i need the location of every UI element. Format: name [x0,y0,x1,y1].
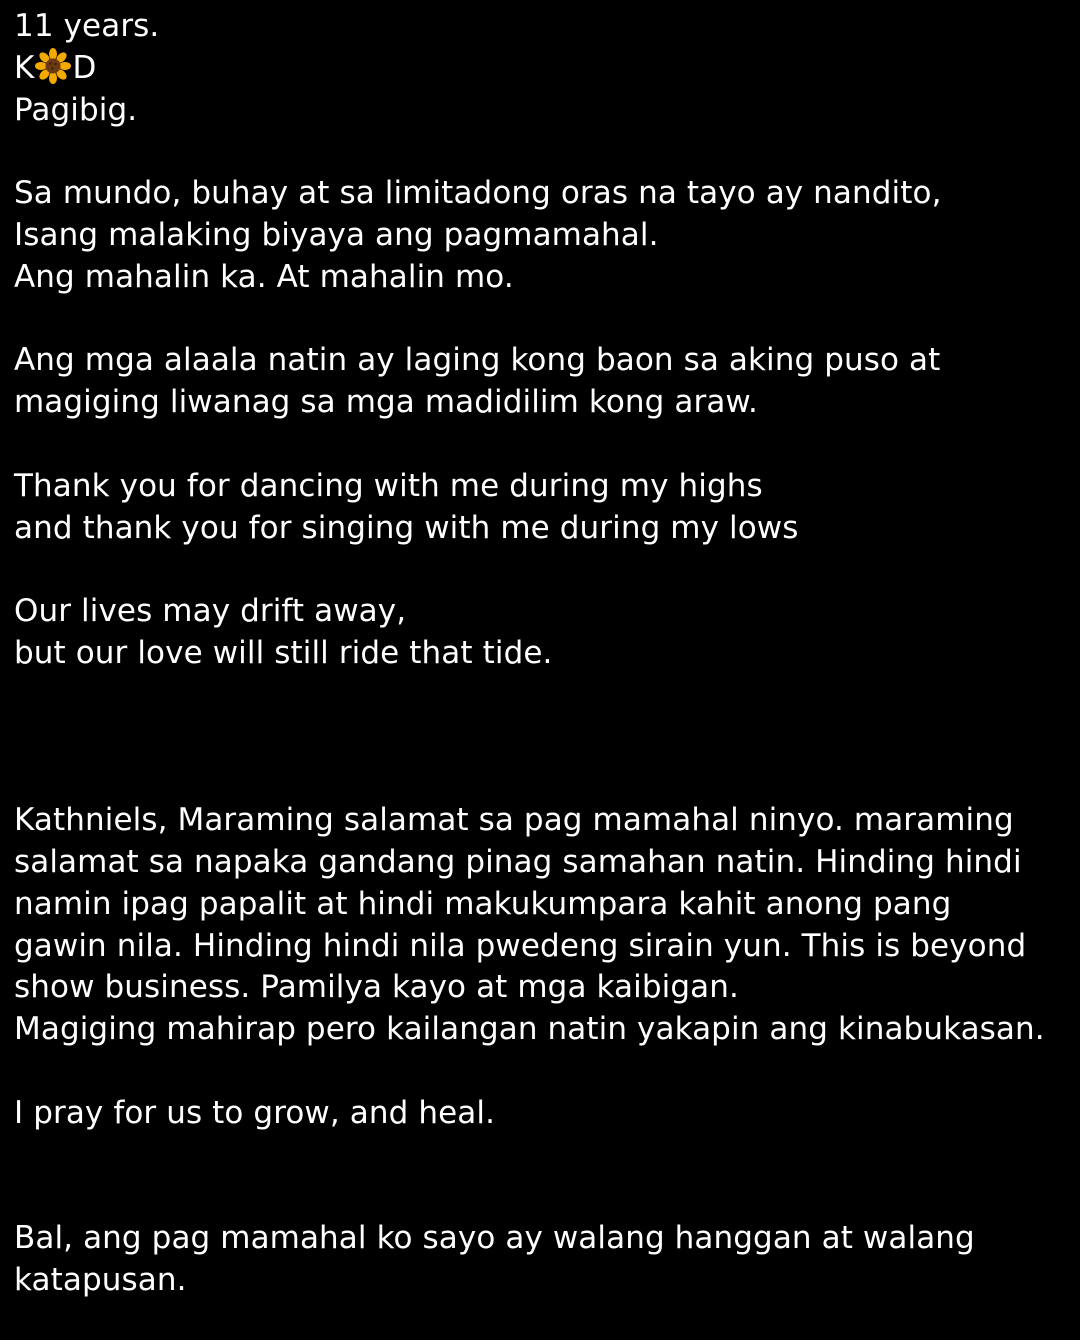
stanza4-line: but our love will still ride that tide. [14,634,553,671]
spacer [14,1135,1074,1177]
spacer [14,549,1074,591]
spacer [14,717,1074,759]
spacer [14,424,1074,466]
stanza3-line: and thank you for singing with me during my lows [14,509,799,546]
stanza1-line: Isang malaking biyaya ang pagmamahal. [14,216,659,253]
sunflower-icon [35,48,71,84]
message-line: Magiging mahirap pero kailangan natin yakapin ang kinabukasan. [14,1011,1045,1048]
stanza1-line: Sa mundo, buhay at sa limitadong oras na tayo ay nandito, [14,175,942,212]
spacer [14,1176,1074,1218]
stanza1-line: Ang mahalin ka. At mahalin mo. [14,258,514,295]
spacer [14,758,1074,800]
prayer-line: I pray for us to grow, and heal. [14,1094,496,1131]
closing-line: Bal, ang pag mamahal ko sayo ay walang hanggan at walang [14,1220,975,1257]
stanza4-line: Our lives may drift away, [14,593,407,630]
spacer [14,299,1074,341]
message-line: namin ipag papalit at hindi makukumpara kahit anong pang [14,885,952,922]
spacer [14,1051,1074,1093]
initial-left: K [14,49,35,86]
stanza2-line: Ang mga alaala natin ay laging kong baon sa aking puso at [14,342,941,379]
years-line: 11 years. [14,8,160,44]
closing-line: katapusan. [14,1261,187,1298]
note-text [14,6,1074,1302]
message-line: salamat sa napaka gandang pinag samahan natin. Hinding hindi [14,843,1022,880]
spacer [14,675,1074,717]
message-line: gawin nila. Hinding hindi nila pwedeng sirain yun. This is beyond [14,927,1027,964]
initials-line [14,48,1074,90]
stanza2-line: magiging liwanag sa mga madidilim kong araw. [14,384,758,421]
initial-right: D [72,49,97,86]
stanza3-line: Thank you for dancing with me during my highs [14,467,763,504]
pagibig-line: Pagibig. [14,91,138,128]
spacer [14,131,1074,173]
message-line: Kathniels, Maraming salamat sa pag mamahal ninyo. maraming [14,802,1014,839]
message-line: show business. Pamilya kayo at mga kaibigan. [14,969,739,1006]
